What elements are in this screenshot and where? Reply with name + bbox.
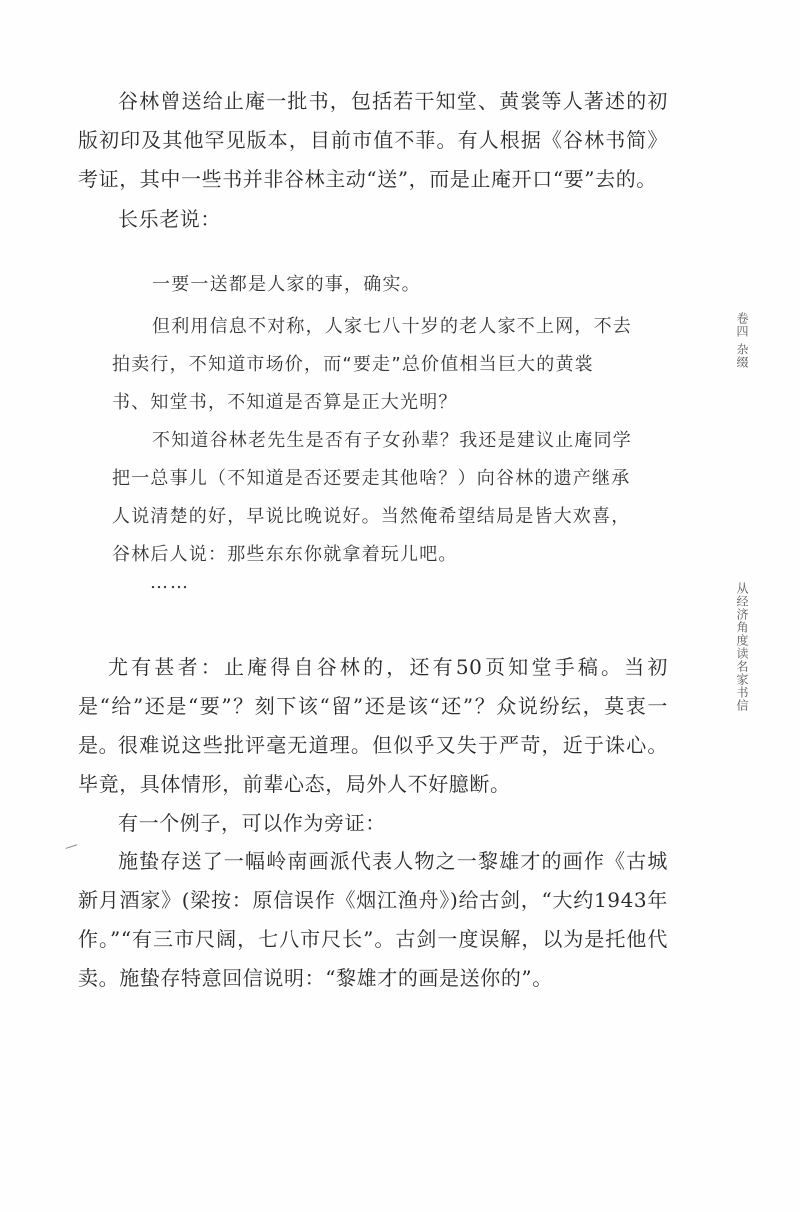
quote-paragraph-2: 但利用信息不对称，人家七八十岁的老人家不上网，不去拍卖行，不知道市场价，而“要走”总价值相当巨大的黄裳书、知堂书，不知道是否算是正大光明？ xyxy=(112,316,632,413)
paragraph-manuscript: 尤有甚者：止庵得自谷林的，还有50页知堂手稿。当初是“给”还是“要”？刻下该“留”还是该“还”？众说纷纭，莫衷一是。 xyxy=(78,655,668,757)
pen-mark xyxy=(66,844,79,852)
quote-ellipsis: …… xyxy=(150,572,190,593)
paragraph-shi-zhecun: 施蛰存送了一幅岭南画派代表人物之一黎雄才的画作《古城新月酒家》(梁按：原信误作《烟江渔舟》)给古剑，“大约1943年作。”“有三市尺阔，七八市尺长”。古剑一度误解，以为是托他代卖。施蛰存特意回信说明：“黎雄才的画是送你的”。 xyxy=(78,849,668,990)
running-head-book-title: 从经济角度读名家书信 xyxy=(735,582,749,712)
paragraph-example: 有一个例子，可以作为旁证： xyxy=(118,811,386,835)
paragraph-gulin-gift: 谷林曾送给止庵一批书，包括若干知堂、黄裳等人著述的初版初印及其他罕见版本，目前市值不菲。有人根据《谷林书简》考证，其中一些书并非谷林主动“送”，而是止庵开口“要”去的。 xyxy=(78,89,668,191)
running-head-chapter: 卷四 杂缀 xyxy=(735,312,749,369)
quote-line-1: 一要一送都是人家的事，确实。 xyxy=(152,274,421,295)
paragraph-changle-says: 长乐老说： xyxy=(118,207,221,231)
quote-paragraph-3: 不知道谷林老先生是否有子女孙辈？我还是建议止庵同学把一总事儿（不知道是否还要走其他啥？）向谷林的遗产继承人说清楚的好，早说比晚说好。当然俺希望结局是皆大欢喜，谷林后人说：那些东东你就拿着玩儿吧。 xyxy=(112,430,632,565)
paragraph-criticism: 很难说这些批评毫无道理。但似乎又失于严苛，近于诛心。毕竟，具体情形，前辈心态，局外人不好臆断。 xyxy=(78,733,668,796)
